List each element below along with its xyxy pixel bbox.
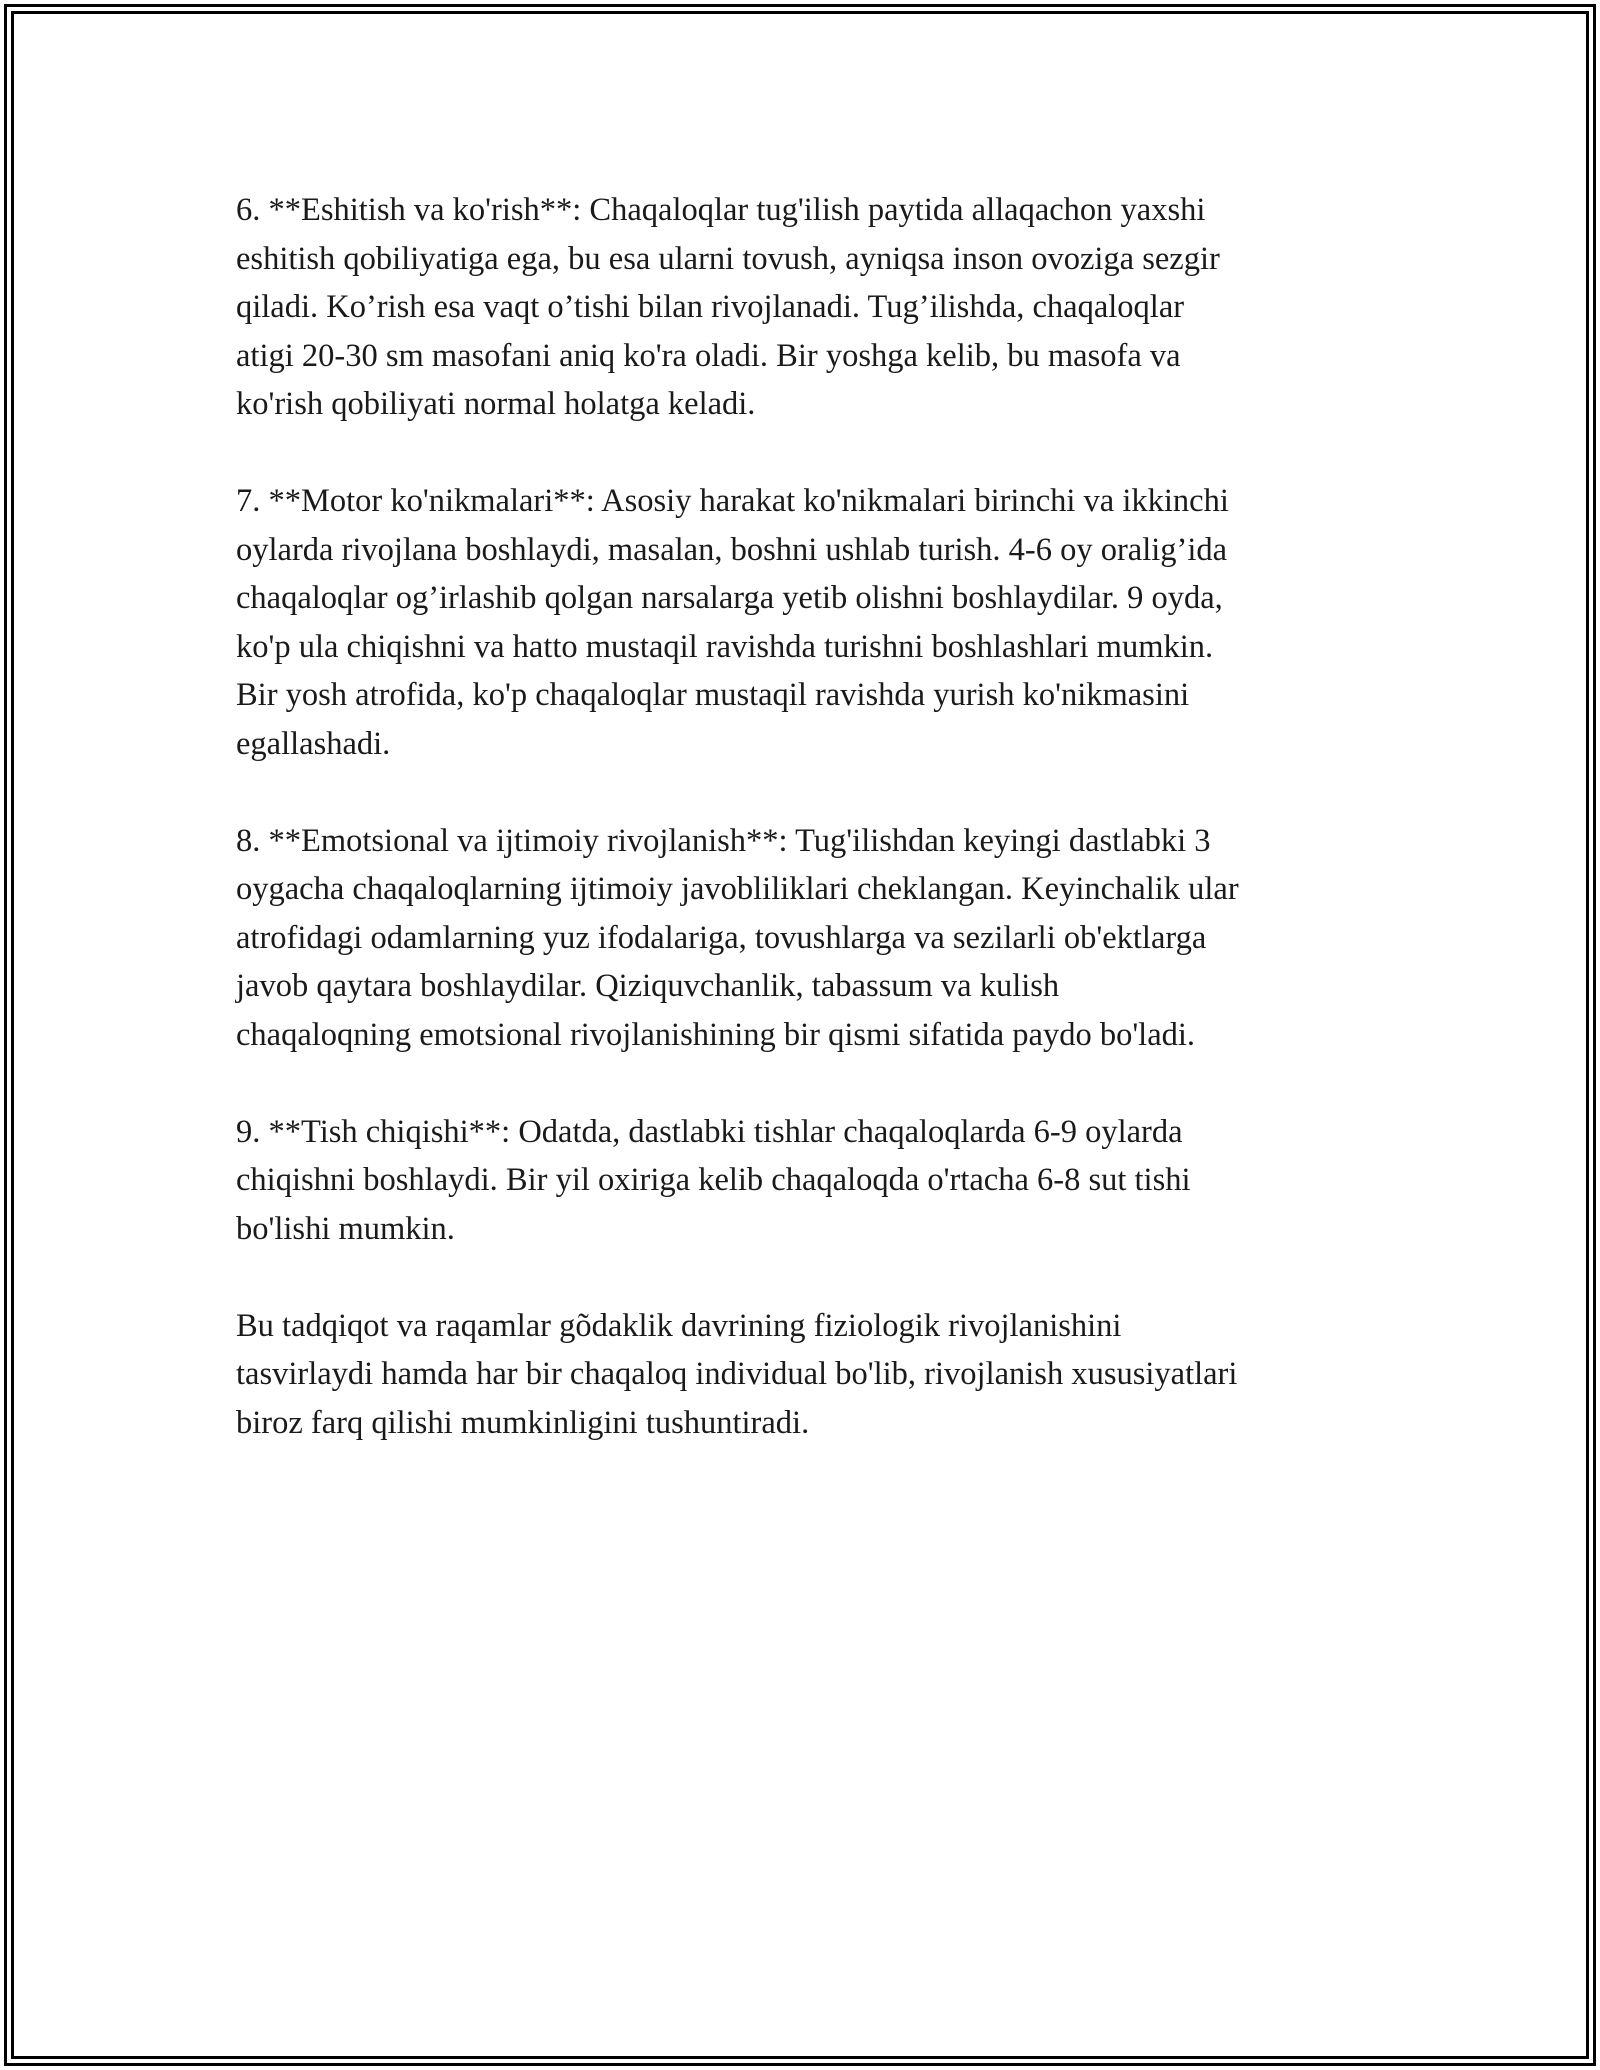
paragraph-hearing-vision <box>236 186 1396 429</box>
text-line: 8. **Emotsional va ijtimoiy rivojlanish**: Tug'ilishdan keyingi dastlabki 3 <box>236 822 1211 859</box>
text-line: qiladi. Ko’rish esa vaqt o’tishi bilan rivojlanadi. Tug’ilishda, chaqaloqlar <box>236 289 1185 325</box>
text-line: javob qaytara boshlaydilar. Qiziquvchanlik, tabassum va kulish <box>236 968 1060 1004</box>
text-line: ko'rish qobiliyati normal holatga keladi. <box>236 386 756 422</box>
paragraph-emotional-social <box>236 817 1396 1060</box>
paragraph-conclusion <box>236 1302 1396 1448</box>
text-line: chiqishni boshlaydi. Bir yil oxiriga kelib chaqaloqda o'rtacha 6-8 sut tishi <box>236 1162 1191 1198</box>
text-line: ko'p ula chiqishni va hatto mustaqil ravishda turishni boshlashlari mumkin. <box>236 628 1214 665</box>
text-line: chaqaloqning emotsional rivojlanishining bir qismi sifatida paydo bo'ladi. <box>236 1016 1196 1053</box>
text-line: bo'lishi mumkin. <box>236 1210 455 1247</box>
text-line: Bir yosh atrofida, ko'p chaqaloqlar mustaqil ravishda yurish ko'nikmasini <box>236 677 1190 713</box>
text-line: tasvirlaydi hamda har bir chaqaloq individual bo'lib, rivojlanish xususiyatlari <box>236 1356 1238 1392</box>
text-line: 6. **Eshitish va ko'rish**: Chaqaloqlar tug'ilish paytida allaqachon yaxshi <box>236 192 1206 228</box>
paragraph-motor-skills <box>236 477 1396 768</box>
text-line: 7. **Motor ko'nikmalari**: Asosiy harakat ko'nikmalari birinchi va ikkinchi <box>236 483 1229 519</box>
text-line: 9. **Tish chiqishi**: Odatda, dastlabki tishlar chaqaloqlarda 6-9 oylarda <box>236 1113 1183 1150</box>
text-line: eshitish qobiliyatiga ega, bu esa ularni tovush, ayniqsa inson ovoziga sezgir <box>236 240 1220 277</box>
text-line: biroz farq qilishi mumkinligini tushuntiradi. <box>236 1404 810 1441</box>
document-body <box>236 186 1396 1496</box>
text-line: egallashadi. <box>236 725 391 762</box>
text-line: atrofidagi odamlarning yuz ifodalariga, tovushlarga va sezilarli ob'ektlarga <box>236 919 1207 956</box>
text-line: Bu tadqiqot va raqamlar gõdaklik davrining fiziologik rivojlanishini <box>236 1307 1122 1344</box>
text-line: atigi 20-30 sm masofani aniq ko'ra oladi. Bir yoshga kelib, bu masofa va <box>236 337 1181 374</box>
text-line: chaqaloqlar og’irlashib qolgan narsalarga yetib olishni boshlaydilar. 9 oyda, <box>236 580 1223 616</box>
text-line: oylarda rivojlana boshlaydi, masalan, boshni ushlab turish. 4-6 oy oralig’ida <box>236 531 1228 568</box>
text-line: oygacha chaqaloqlarning ijtimoiy javobliliklari cheklangan. Keyinchalik ular <box>236 871 1239 907</box>
paragraph-teething <box>236 1108 1396 1254</box>
